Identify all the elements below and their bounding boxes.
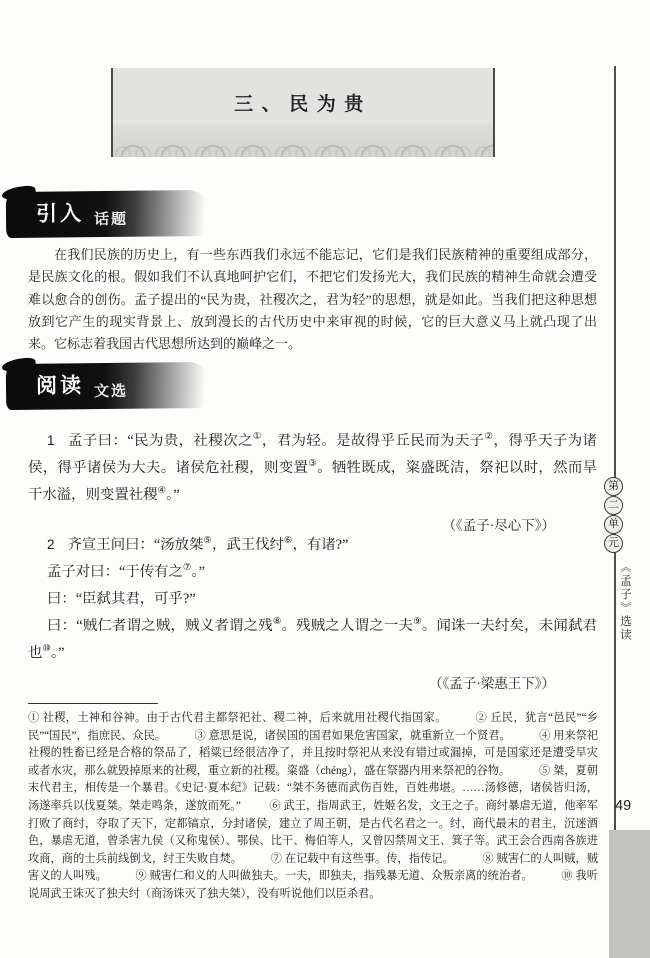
margin-rule: [614, 66, 616, 831]
intro-paragraph: 在我们民族的历史上，有一些东西我们永远不能忘记，它们是我们民族精神的重要组成部分，是民族文化的根。假如我们不认真地呵护它们，不把它们发扬光大，我们民族的精神生命就会遭受难以愈合的创伤。孟子提出的“民为贵，社稷次之，君为轻”的思想，就是如此。当我们把这种思想放到它产生的现实背景上、放到漫长的古代历史中来审视的时候，它的巨大意义马上就凸现了出来。它标志着我国古代思想所达到的巅峰之一。: [28, 247, 597, 352]
corner-gray-block: [609, 830, 650, 958]
passage-2-line-1: 齐宣王问曰：“汤放桀⑤，武王伐纣⑥，有诸?”: [67, 536, 349, 553]
footnote-item: ⑧ 贼害仁的人叫贼，贼害义的人叫残。: [28, 852, 599, 883]
dialogue-line: [28, 531, 597, 559]
intro-heading-sub: 话题: [93, 211, 129, 229]
passage-2-source: （《孟子·梁惠王下》）: [429, 676, 555, 691]
intro-section-heading: [6, 190, 211, 238]
footnote-item: ④ 用来祭祀社稷的牲畜已经是合格的祭品了，稻粱已经很洁净了，并且按时祭祀从来没有错过或漏掉，可是国家还是遭受旱灾或者水灾，那么就毁掉原来的社稷，重立新的社稷。粢盛（chéng），盛在祭器内用来祭祀的谷物。: [28, 729, 598, 777]
footnote-item: ② 丘民，犹言“邑民”“乡民”“国民”，指庶民、众民。: [28, 712, 598, 742]
book-title-vertical: 《孟子》选读: [619, 561, 631, 642]
passage-2-line-3: 曰：“臣弑其君，可乎?”: [47, 591, 196, 607]
footnote-item: ⑤ 桀，夏朝末代君主，相传是一个暴君。《史记·夏本纪》记载：“桀不务德而武伤百姓，百姓弗堪。……汤修德，诸侯皆归汤，汤遂率兵以伐夏桀。桀走鸣条，遂放而死。”: [28, 764, 598, 812]
passage-2-line-2: 孟子对曰：“于传有之⑦。”: [47, 563, 206, 580]
footnotes: [28, 710, 598, 904]
passage-1-text: 孟子曰：“民为贵，社稷次之①，君为轻。是故得乎丘民而为天子②，得乎天子为诸侯，得乎诸侯为大夫。诸侯危社稷，则变置③。牺牲既成，粢盛既洁，祭祀以时，然而旱干水溢，则变置社稷④。”: [28, 432, 597, 503]
reading-heading-main: 阅读: [35, 373, 85, 398]
unit-badge-char: 单: [604, 515, 623, 534]
unit-badge: [604, 477, 625, 553]
passage-2-line-4: 曰：“贼仁者谓之贼，贼义者谓之残⑧。残贼之人谓之一夫⑨。闻诛一夫纣矣，未闻弑君也⑩。”: [28, 617, 597, 661]
footnote-item: ⑩ 我听说周武王诛灭了独夫纣（商汤诛灭了独夫桀），没有听说他们以臣杀君。: [28, 870, 598, 900]
passage-1-number: 1: [47, 433, 55, 448]
passage-1-source: （《孟子·尽心下》）: [442, 518, 555, 533]
page-number: 49: [615, 798, 632, 814]
unit-badge-char: 二: [604, 496, 623, 515]
reading-heading-sub: 文选: [93, 383, 129, 401]
footnote-item: ① 社稷，土神和谷神。由于古代君主都祭祀社、稷二神，后来就用社稷代指国家。: [28, 712, 447, 724]
reading-section-heading: [6, 362, 211, 410]
footnote-item: ⑦ 在记载中有这些事。传，指传记。: [270, 852, 454, 865]
passage-1-text-line: [28, 427, 597, 509]
cloud-pattern-decoration: [113, 124, 493, 157]
unit-badge-char: 元: [604, 534, 623, 553]
footnote-item: ③ 意思是说，诸侯国的国君如果危害国家，就重新立一个贤君。: [194, 729, 511, 742]
passage-1: [28, 427, 597, 539]
unit-badge-char: 第: [604, 477, 623, 496]
chapter-title: 三、民为贵: [234, 94, 372, 115]
passage-2: [28, 531, 597, 697]
footnote-item: ⑥ 武王，指周武王，姓姬名发，文王之子。商纣暴虐无道，他率军打败了商纣，夺取了天下，定都镐京，分封诸侯，建立了周王朝，是古代名君之一。纣，商代最末的君主，沉迷酒色，暴虐无道，曾杀害九侯（又称鬼侯）、鄂侯、比干、梅伯等人，又曾囚禁周文王、箕子等。武王会合西南各族进攻商，商的士兵前线倒戈，纣王失败自焚。: [28, 799, 598, 865]
footnote-divider: [28, 703, 158, 704]
intro-heading-main: 引入: [35, 201, 85, 226]
footnote-item: ⑨ 贼害仁和义的人叫做独夫。一夫，即独夫，指残暴无道、众叛亲离的统治者。: [135, 870, 533, 883]
chapter-banner: [111, 68, 495, 157]
passage-2-number: 2: [47, 537, 55, 552]
